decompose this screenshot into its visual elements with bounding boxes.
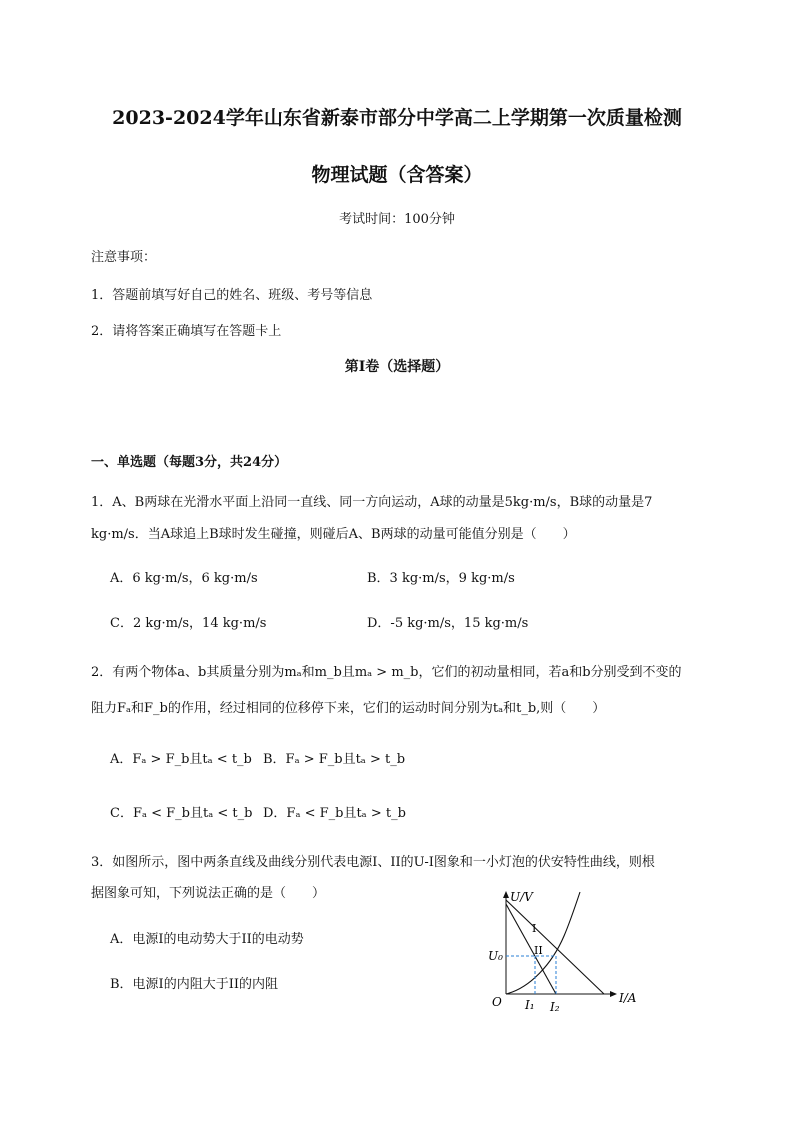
q1-option-b: B．3 kg·m/s，9 kg·m/s	[367, 571, 515, 586]
q2-option-d: D．Fₐ < F_b且tₐ > t_b	[263, 806, 406, 821]
line-source-2	[506, 900, 604, 994]
q1-stem-line2: kg·m/s．当A球追上B球时发生碰撞，则碰后A、B两球的动量可能值分别是（ ）	[91, 527, 576, 542]
section-title: 一、单选题（每题3分，共24分）	[91, 455, 288, 470]
i2-label: I₂	[550, 1000, 560, 1014]
q1-option-d: D．-5 kg·m/s，15 kg·m/s	[367, 616, 529, 631]
volume-title: 第I卷（选择题）	[344, 359, 450, 375]
line-I-label: I	[532, 922, 537, 935]
notice-item-1: 1．答题前填写好自己的姓名、班级、考号等信息	[91, 288, 373, 303]
q3-option-a: A．电源I的电动势大于II的电动势	[110, 932, 304, 947]
origin-label: O	[492, 995, 502, 1009]
page-subtitle: 物理试题（含答案）	[311, 164, 483, 186]
q2-option-c: C．Fₐ < F_b且tₐ < t_b	[110, 806, 253, 821]
x-axis-label: I/A	[619, 991, 637, 1005]
exam-time: 考试时间：100分钟	[339, 212, 455, 227]
bulb-curve	[506, 892, 580, 994]
q3-stem-line1: 3．如图所示，图中两条直线及曲线分别代表电源I、II的U-I图象和一小灯泡的伏安特性曲线，则根	[91, 855, 655, 870]
line-II-label: II	[534, 944, 543, 957]
notice-heading: 注意事项：	[91, 250, 157, 265]
q1-option-a: A．6 kg·m/s，6 kg·m/s	[110, 571, 258, 586]
q2-option-b: B．Fₐ > F_b且tₐ > t_b	[263, 752, 406, 767]
q2-stem-line2: 阻力Fₐ和F_b的作用，经过相同的位移停下来，它们的运动时间分别为tₐ和t_b,则（ ）	[91, 701, 606, 716]
u0-label: U₀	[488, 949, 503, 963]
q1-stem-line1: 1．A、B两球在光滑水平面上沿同一直线、同一方向运动，A球的动量是5kg·m/s，B球的动量是7	[91, 495, 653, 510]
q3-stem-line2: 据图象可知，下列说法正确的是（ ）	[91, 886, 326, 901]
q2-option-a: A．Fₐ > F_b且tₐ < t_b	[110, 752, 252, 767]
q1-option-c: C．2 kg·m/s，14 kg·m/s	[110, 616, 267, 631]
q2-stem-line1: 2．有两个物体a、b其质量分别为mₐ和m_b且mₐ > m_b，它们的初动量相同，若a和b分别受到不变的	[91, 665, 682, 680]
q3-option-b: B．电源I的内阻大于II的内阻	[110, 977, 278, 992]
y-axis-label: U/V	[510, 890, 533, 904]
i1-label: I₁	[525, 998, 535, 1012]
notice-item-2: 2．请将答案正确填写在答题卡上	[91, 324, 282, 339]
ui-graph	[478, 884, 648, 1016]
page-title: 2023-2024学年山东省新泰市部分中学高二上学期第一次质量检测	[112, 107, 682, 129]
